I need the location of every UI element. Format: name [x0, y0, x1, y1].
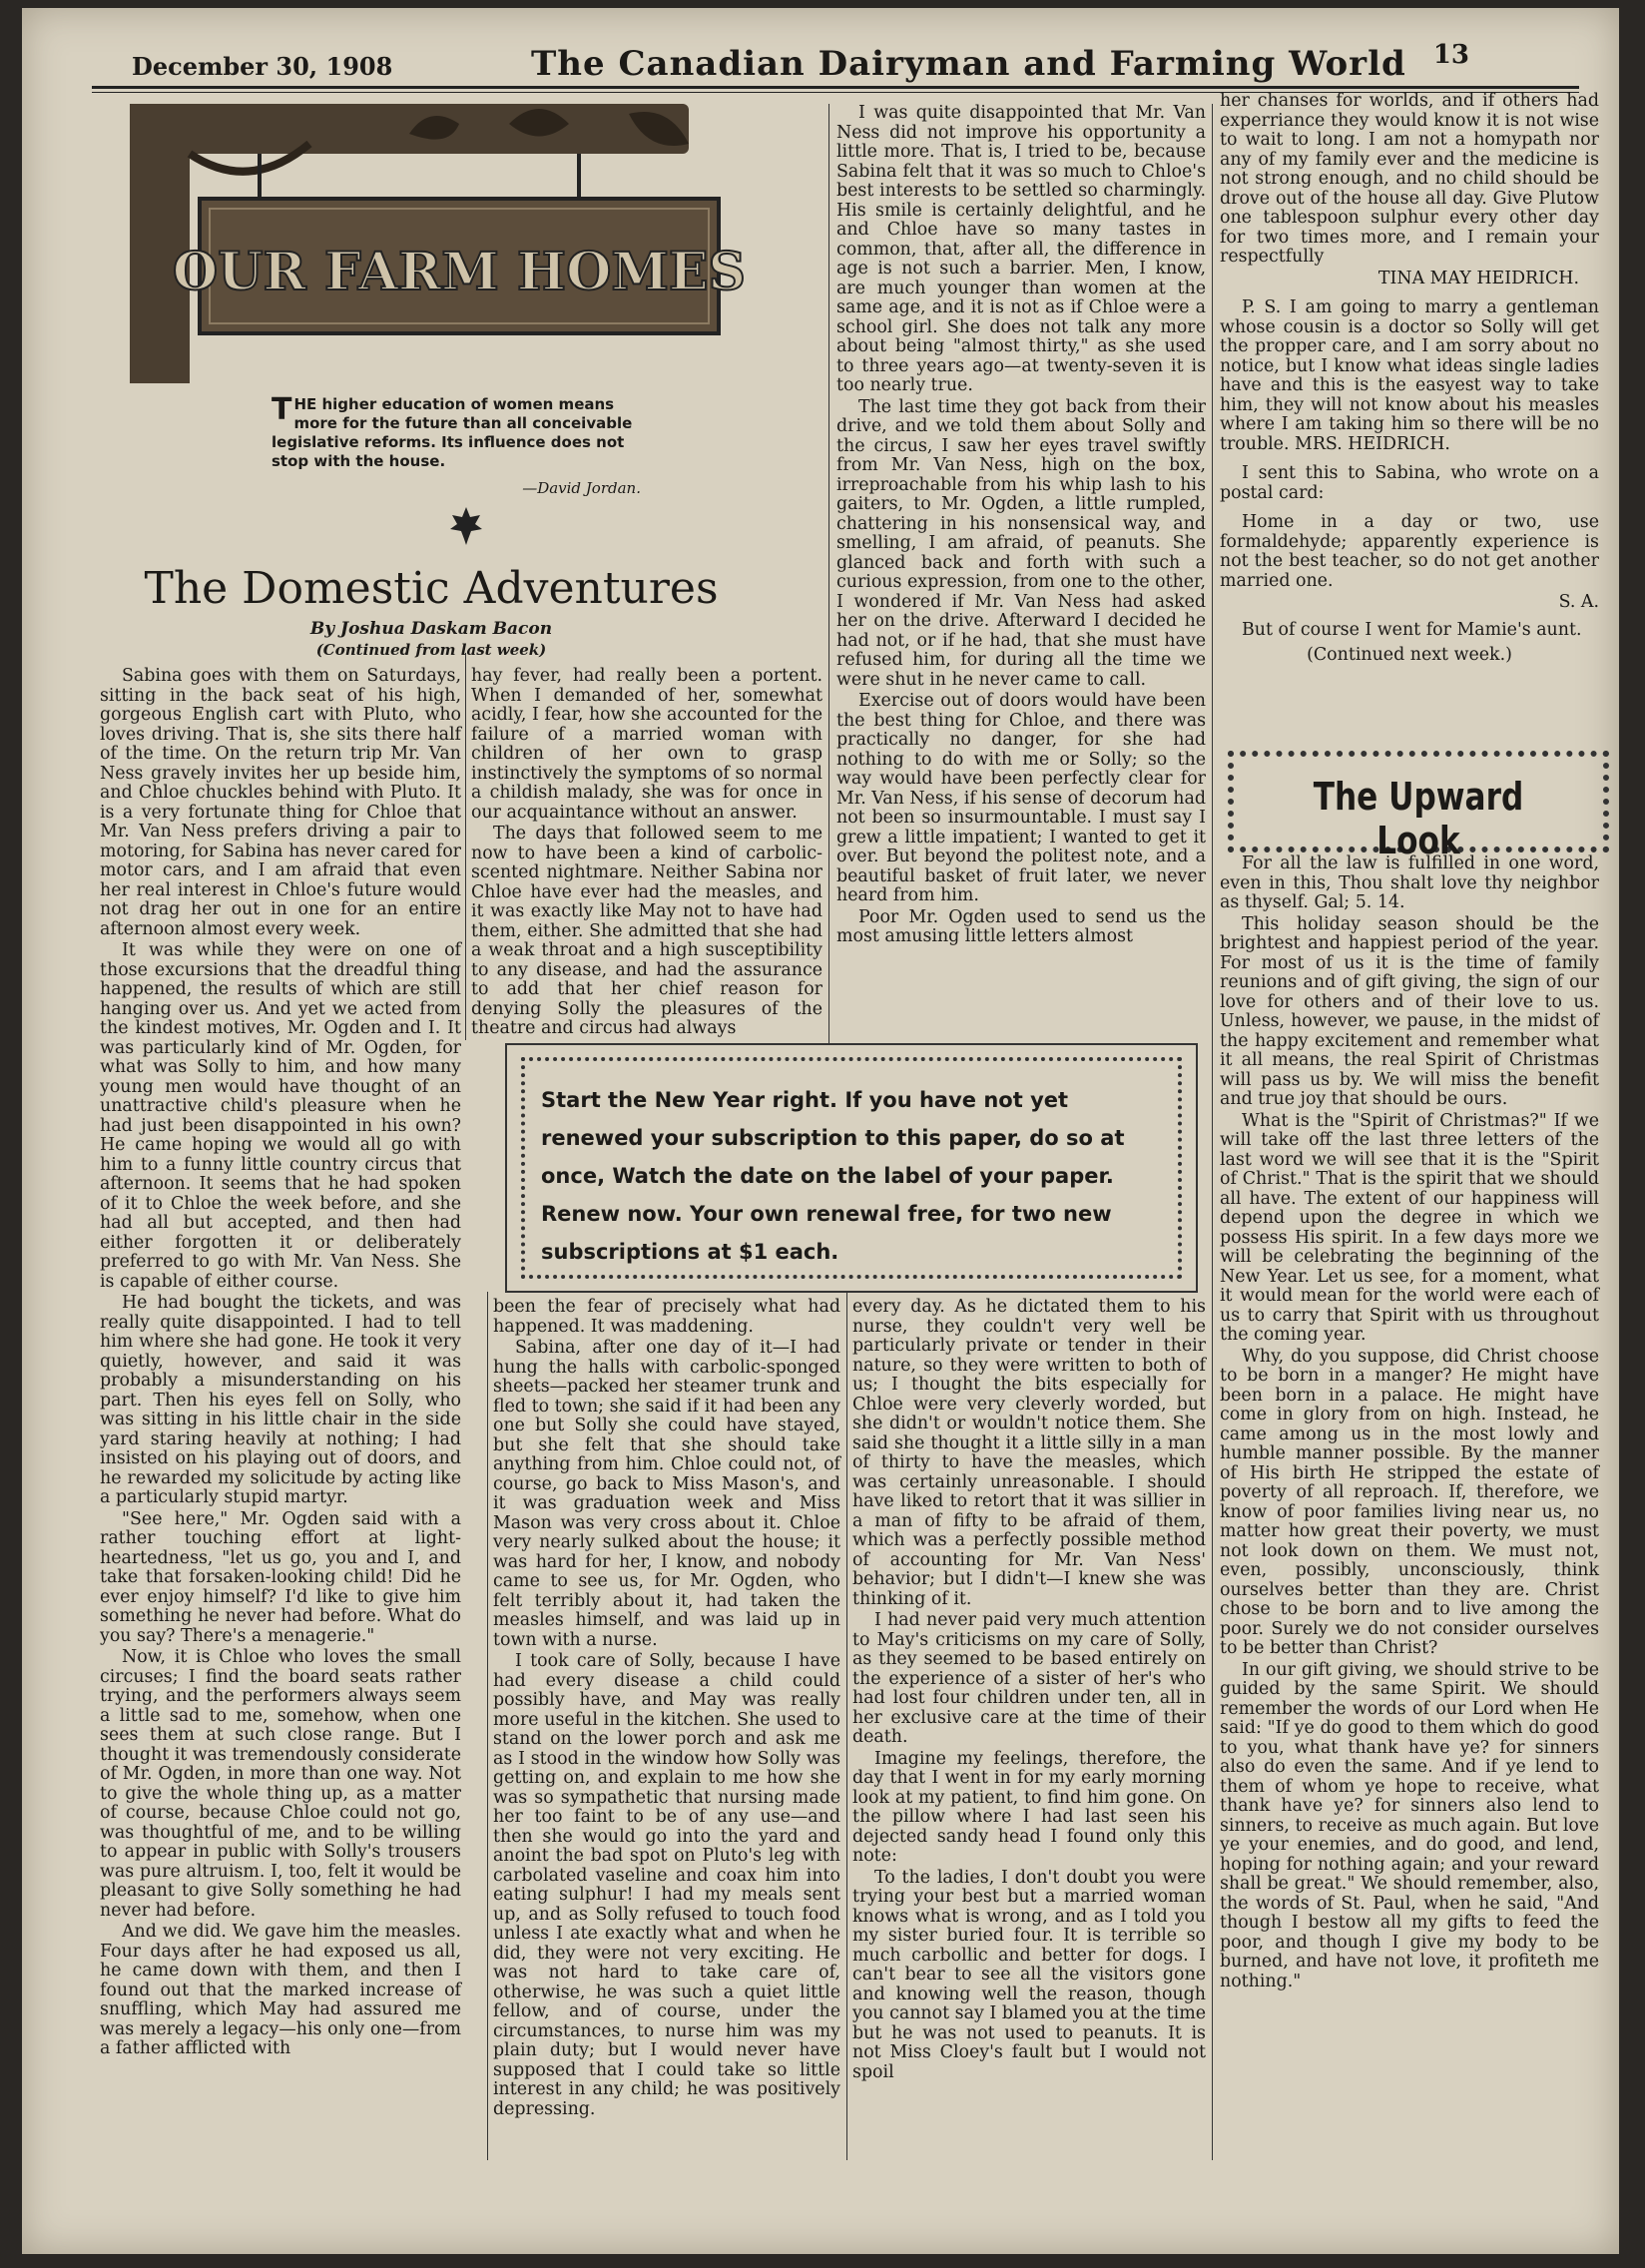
logo-sign-text: OUR FARM HOMES — [172, 242, 747, 302]
upward-look-column — [1220, 854, 1599, 1993]
column-rule — [465, 653, 466, 1040]
upward-look-heading-box — [1228, 751, 1609, 862]
paragraph: every day. As he dictated them to his nurse, they couldn't very well be particularly private or tender in their nature, so they were written to both of us; I thought the bits especially for Chloe were very cleverly worded, but she didn't or wouldn't notice them. She said she thought it a little silly in a man of thirty to have the measles, which was certainly unreasonable. I should have liked to retort that it was sillier in a man of fifty to be afraid of them, which was a perfectly possible method of accounting for Mr. Van Ness' behavior; but I didn't—I knew she was thinking of it. — [852, 1297, 1206, 1609]
postscript: P. S. I am going to marry a gentleman whose cousin is a doctor so Solly will get the propper care, and I am sorry about no notice, but I know what ideas single ladies have and this is the easyest way to take him, they will not know about his measles where I am taking him so there will be no trouble. MRS. HEIDRICH. — [1220, 297, 1599, 454]
story-column-3-bottom — [852, 1298, 1206, 2084]
story-column-2-top — [471, 667, 822, 1041]
paragraph: It was while they were on one of those excursions that the dreadful thing happened, the results of which are still hanging over us. And yet we acted from the kindest motives, Mr. Ogden and I. It was particularly kind of Mr. Ogden, for what was Solly to him, and how many young men would have thought of an unattractive child's pleasure when he had just been disappointed in his own? He came hoping we would all go with him to a funny little country circus that afternoon. It seems that he had spoken of it to Chloe the week before, and she had all but accepted, and then had either forgotten it or deliberately preferred to go with Mr. Van Ness. She is capable of either course. — [100, 940, 461, 1292]
our-farm-homes-logo — [110, 104, 749, 383]
paragraph: Now, it is Chloe who loves the small circuses; I find the board seats rather trying, and the performers always seem a little sad to me, somehow, when one sees them at such close range. But I thought it was tremendously considerate of Mr. Ogden, in more than one way. Not to give the whole thing up, as a matter of course, because Chloe could not go, was thoughtful of me, and to be willing to appear in public with Solly's trousers was pure altruism. I, too, felt it would be pleasant to give Solly something he had never had before. — [100, 1647, 461, 1921]
story-title: The Domestic Adventures — [144, 563, 719, 614]
newspaper-title: The Canadian Dairyman and Farming World — [531, 44, 1406, 84]
paragraph: In our gift giving, we should strive to be guided by the same Spirit. We should remember the words of our Lord when He said: "If ye do good to them which do good to you, what thank have ye? for sinners also do even the same. And if ye lend to them of whom ye hope to receive, what thank have ye? for sinners also lend to sinners, to receive as much again. But love ye your enemies, and do good, and lend, hoping for nothing again; and your reward shall be great." We should remember, also, the words of St. Paul, when he said, "And though I bestow all my gifts to feed the poor, and though I give my body to be burned, and have not love, it profiteth me nothing." — [1220, 1659, 1599, 1991]
upward-look-title: The Upward Look — [1313, 775, 1524, 862]
paragraph: To the ladies, I don't doubt you were trying your best but a married woman knows what is wrong, and as I told you my sister buried four. It is terrible so much carbollic and better for dogs. I can't bear to see all the visitors gone and knowing well the reason, though you cannot say I blamed you at the time but he was not used to peanuts. It is not Miss Cloey's fault but I would not spoil — [852, 1867, 1206, 2082]
column-rule — [846, 1292, 847, 2160]
paragraph: What is the "Spirit of Christmas?" If we will take off the last three letters of the last word we will see that it is the "Spirit of Christ." That is the spirit that we should all have. The extent of our happiness will depend upon the degree in which we possess His spirit. In a few days more we will be celebrating the beginning of the New Year. Let us see, for a moment, what it would mean for the world were each of us to carry that Spirit with us throughout the coming year. — [1220, 1110, 1599, 1345]
letter-signature: TINA MAY HEIDRICH. — [1377, 268, 1579, 288]
issue-date: December 30, 1908 — [132, 52, 393, 81]
page-header — [92, 32, 1579, 86]
page-number: 13 — [1432, 40, 1469, 70]
paragraph: I was quite disappointed that Mr. Van Ness did not improve his opportunity a little more. That is, I tried to be, because Sabina felt that it was so much to Chloe's best interests to be settled so charmingly. His smile is certainly delightful, and he and Chloe have so many tastes in common, that, after all, the difference in age is not such a barrier. Men, I know, are much younger than women at the same age, and it is not as if Chloe were a school girl. She does not talk any more about being "almost thirty," as she used to three years ago—at twenty-seven it is too nearly true. — [836, 103, 1206, 395]
paragraph: Why, do you suppose, did Christ choose to be born in a manger? He might have been born in a palace. He might have come in glory from on high. Instead, he came among us in the most lowly and humble manner possible. By the manner of His birth He stripped the estate of poverty of all reproach. If, therefore, we know of poor families living near us, no matter how great their poverty, we must not look down on them. We must not, even, possibly, unconsciously, think ourselves better than they are. Christ chose to be born and to live among the poor. Surely we do not consider ourselves to be better than Christ? — [1220, 1346, 1599, 1658]
story-byline: By Joshua Daskam Bacon — [309, 619, 553, 639]
story-column-1 — [100, 667, 461, 2061]
paragraph: I took care of Solly, because I have had every disease a child could possibly have, and May was really more useful in the kitchen. She used to stand on the lower porch and ask me as I stood in the window how Solly was getting on, and explain to me how she was so sympathetic that nursing made her too faint to be of any use—and then she would go into the yard and anoint the bad spot on Pluto's leg with carbolated vaseline and coax him into eating sulphur! I had my meals sent up, and as Solly refused to touch food unless I ate exactly what and when he did, they were not very exciting. He was not hard to take care of, otherwise, he was such a quiet little fellow, and of course, under the circumstances, to nurse him was my plain duty; but I would never have supposed that I could take so little interest in any child; he was positively depressing. — [493, 1651, 840, 2119]
paragraph: And we did. We gave him the measles. Four days after he had exposed us all, he came down with them, and then I found out that the marked increase of snuffling, which May had assured me was merely a legacy—his only one—from a father afflicted with — [100, 1922, 461, 2058]
drop-cap: T — [272, 392, 292, 427]
paragraph: Exercise out of doors would have been the best thing for Chloe, and there was practically no danger, for she had nothing to do with me or Solly; so the way would have been perfectly clear for Mr. Van Ness, if his sense of decorum had not been so insurmountable. I must say I grew a little impatient; I wanted to get it over. But beyond the politest note, and a beautiful basket of fruit later, we never heard from him. — [836, 691, 1206, 905]
paragraph: This holiday season should be the brightest and happiest period of the year. For most of us it is the time of family reunions and of gift giving, the sign of our love for others and of their love to us. Unless, however, we pause, in the midst of the happy excitement and remember what it all means, the real Spirit of Christmas will pass us by. We will miss the benefit and true joy that should be ours. — [1220, 913, 1599, 1109]
story-column-4 — [1220, 92, 1599, 668]
continued-next-note: (Continued next week.) — [1307, 645, 1512, 665]
paragraph: "See here," Mr. Ogden said with a rather touching effort at light-heartedness, "let us go, you and I, and take that forsaken-looking child! Did he ever enjoy himself? I'd like to give him something he never had before. What do you say? There's a menagerie." — [100, 1508, 461, 1646]
scripture-verse: For all the law is fulfilled in one word, even in this, Thou shalt love thy neighbor as thyself. Gal; 5. 14. — [1220, 853, 1599, 912]
paragraph: Imagine my feelings, therefore, the day that I went in for my early morning look at my patient, to find him gone. On the pillow where I had last seen his dejected sandy head I found only this note: — [852, 1748, 1206, 1866]
epigraph — [272, 392, 641, 498]
paragraph: Poor Mr. Ogden used to send us the most amusing little letters almost — [836, 906, 1206, 946]
newspaper-page — [22, 8, 1619, 2254]
column-rule — [1212, 104, 1213, 2160]
story-column-2-bottom — [493, 1298, 840, 2121]
paragraph: I sent this to Sabina, who wrote on a postal card: — [1220, 463, 1599, 503]
paragraph: But of course I went for Mamie's aunt. — [1242, 619, 1582, 640]
paragraph: been the fear of precisely what had happened. It was maddening. — [493, 1297, 840, 1337]
paragraph: Sabina goes with them on Saturdays, sitting in the back seat of his high, gorgeous English cart with Pluto, who loves driving. That is, she sits there half of the time. On the return trip Mr. Van Ness gravely invites her up beside him, and Chloe chuckles behind with Pluto. It is a very fortunate thing for Chloe that Mr. Van Ness prefers driving a pair to motoring, for Sabina has never cared for motor cars, and I am afraid that even her real interest in Chloe's future would not drag her out in one for an entire afternoon almost every week. — [100, 666, 461, 939]
paragraph: The days that followed seem to me now to have been a kind of carbolic-scented nightmare. Neither Sabina nor Chloe have ever had the measles, and it was exactly like May not to have had them, either. She admitted that she had a weak throat and a high susceptibility to any disease, and had the assurance to add that her chief reason for denying Solly the pleasures of the theatre and circus had always — [471, 824, 822, 1038]
maple-leaf-icon — [449, 505, 483, 545]
story-column-3-top — [836, 104, 1206, 949]
subscription-notice — [505, 1043, 1198, 1293]
paragraph: hay fever, had really been a portent. When I demanded of her, somewhat acidly, I fear, how she accounted for the failure of a married woman with children of her own to grasp instinctively the symptoms of so normal a childish malady, she was for once in our acquaintance without an answer. — [471, 666, 822, 823]
paragraph: her chanses for worlds, and if others had experriance they would know it is not wise to wait to long. I am not a homypath nor any of my family ever and the medicine is not strong enough, and no child should be drove out of the house all day. Give Plutow one tablespoon sulphur every other day for two times more, and I remain your respectfully — [1220, 91, 1599, 267]
epigraph-text: HE higher education of women means more for the future than all conceivable legislative reforms. Its influence does not stop with the house. — [272, 395, 633, 470]
paragraph: I had never paid very much attention to May's criticisms on my care of Solly, as they seemed to be based entirely on the experience of a sister of her's who had lost four children under ten, all in her exclusive care at the time of their death. — [852, 1610, 1206, 1747]
epigraph-attribution: —David Jordan. — [522, 479, 641, 497]
column-rule — [828, 104, 829, 1192]
postcard-signature: S. A. — [1558, 592, 1599, 612]
notice-text: Start the New Year right. If you have not yet renewed your subscription to this paper, do so at once, Watch the date on the label of your paper. Renew now. Your own renewal free, for two new subscriptions at $1 each. — [541, 1088, 1125, 1264]
paragraph: He had bought the tickets, and was really quite disappointed. I had to tell him where she had gone. He took it very quietly, however, and said it was probably a misunderstanding on his part. Then his eyes fell on Solly, who was sitting in his little chair in the side yard staring heavily at nothing; I had insisted on his playing out of doors, and he rewarded my solicitude by acting like a particularly stupid martyr. — [100, 1293, 461, 1507]
postcard-text: Home in a day or two, use formaldehyde; apparently experience is not the best teacher, so do not get another married one. — [1220, 512, 1599, 591]
column-rule — [487, 1292, 488, 2160]
continued-note: (Continued from last week) — [315, 641, 547, 659]
paragraph: The last time they got back from their drive, and we told them about Solly and the circus, I saw her eyes travel swiftly from Mr. Van Ness, high on the box, irreproachable from his whip lash to his gaiters, to Mr. Ogden, a little rumpled, chattering in his nonsensical way, and smelling, I am afraid, of peanuts. She glanced back and forth with such a curious expression, from one to the other, I wondered if Mr. Van Ness had asked her on the drive. Afterward I decided he had not, or if he had, that she must have refused him, for during all the time we were shut in he never came to call. — [836, 396, 1206, 690]
paragraph: Sabina, after one day of it—I had hung the halls with carbolic-sponged sheets—packed her steamer trunk and fled to town; she said if it had been any one but Solly she could have stayed, but she felt that she should take anything from him. Chloe could not, of course, go back to Miss Mason's, and it was graduation week and Miss Mason was very cross about it. Chloe very nearly sulked about the house; it was hard for her, I know, and nobody came to see us, for Mr. Ogden, who felt terribly about it, had taken the measles himself, and was laid up in town with a nurse. — [493, 1338, 840, 1650]
